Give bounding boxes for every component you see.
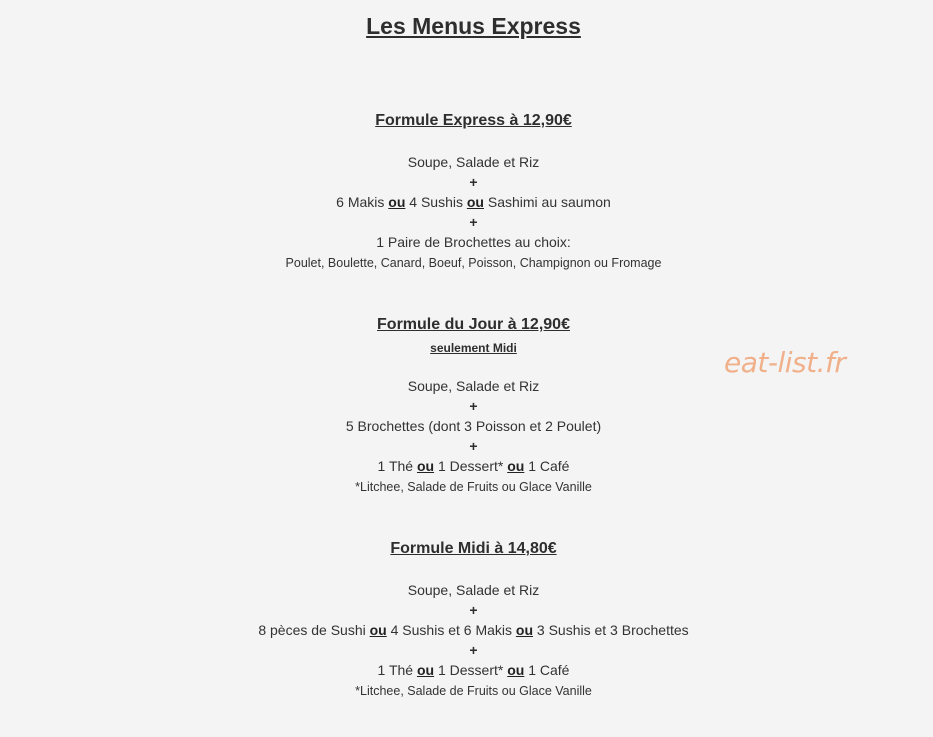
- formula-jour-line1: Soupe, Salade et Riz: [407, 378, 540, 394]
- plus-separator: +: [469, 174, 478, 190]
- formula-jour-line4: *Litchee, Salade de Fruits ou Glace Vanille: [355, 480, 592, 494]
- plus-separator: +: [469, 602, 478, 618]
- ou-label: ou: [416, 662, 435, 678]
- text-fragment: 6 Makis: [336, 194, 389, 210]
- formula-jour-subheading: seulement Midi: [430, 341, 517, 355]
- text-fragment: 1 Thé: [377, 458, 417, 474]
- ou-label: ou: [507, 458, 525, 474]
- formula-express-line1: Soupe, Salade et Riz: [407, 154, 540, 170]
- ou-label: ou: [466, 194, 484, 210]
- formula-express-line4: Poulet, Boulette, Canard, Boeuf, Poisson, Champignon ou Fromage: [285, 256, 662, 270]
- text-fragment: 4 Sushis: [405, 194, 467, 210]
- plus-separator: +: [469, 438, 478, 454]
- ou-label: ou: [507, 662, 525, 678]
- text-fragment: Sashimi au saumon: [483, 194, 611, 210]
- formula-midi-line2: [0, 620, 933, 640]
- plus-separator: +: [469, 398, 478, 414]
- formula-express-line2: [0, 192, 933, 212]
- plus-separator: +: [469, 642, 478, 658]
- plus-separator: +: [469, 214, 478, 230]
- formula-jour-heading: Formule du Jour à 12,90€: [377, 316, 570, 333]
- formula-express-heading: Formule Express à 12,90€: [375, 112, 572, 129]
- formula-express-line3: 1 Paire de Brochettes au choix:: [376, 234, 571, 250]
- text-fragment: 3 Sushis et 3 Brochettes: [533, 622, 689, 638]
- text-fragment: 4 Sushis et 6 Makis: [386, 622, 516, 638]
- watermark-logo: eat-list.fr: [724, 346, 846, 379]
- ou-label: ou: [388, 194, 406, 210]
- text-fragment: 1 Thé: [377, 662, 417, 678]
- formula-jour-line3: [0, 456, 933, 476]
- text-fragment: 1 Café: [524, 662, 570, 678]
- page-title: Les Menus Express: [366, 13, 581, 39]
- formula-midi-heading: Formule Midi à 14,80€: [390, 540, 557, 557]
- ou-label: ou: [416, 458, 435, 474]
- text-fragment: 1 Café: [524, 458, 570, 474]
- text-fragment: 1 Dessert*: [434, 662, 508, 678]
- formula-midi-line1: Soupe, Salade et Riz: [407, 582, 540, 598]
- ou-label: ou: [369, 622, 387, 638]
- text-fragment: 8 pèces de Sushi: [258, 622, 370, 638]
- formula-midi-line4: *Litchee, Salade de Fruits ou Glace Vanille: [355, 684, 592, 698]
- formula-jour-line2: 5 Brochettes (dont 3 Poisson et 2 Poulet): [345, 418, 602, 434]
- text-fragment: 1 Dessert*: [434, 458, 508, 474]
- ou-label: ou: [515, 622, 534, 638]
- formula-midi-line3: [0, 660, 933, 680]
